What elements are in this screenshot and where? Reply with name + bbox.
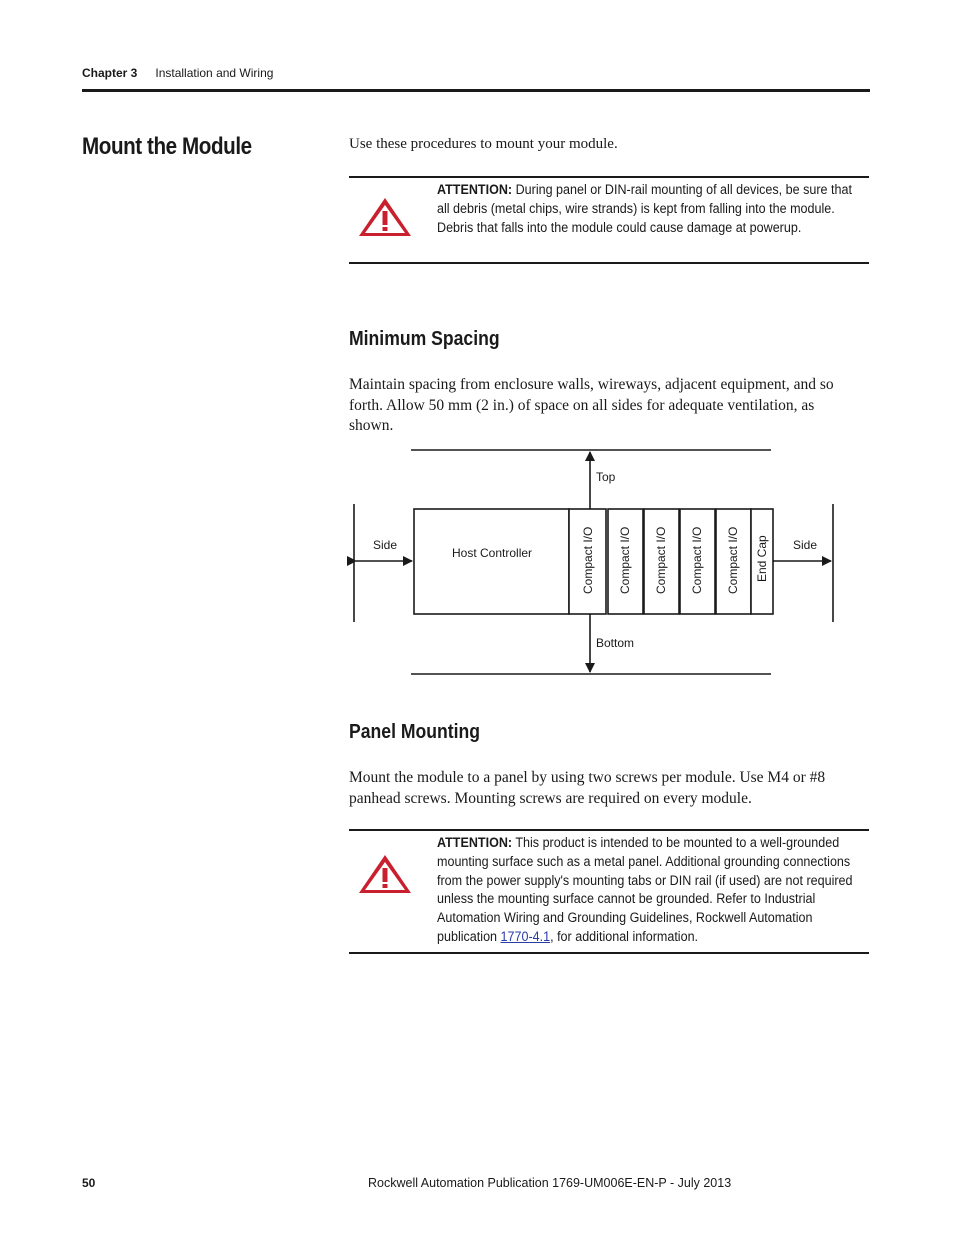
compact-io-label-5: Compact I/O bbox=[726, 526, 740, 594]
attention-text bbox=[437, 181, 865, 237]
chapter-title: Installation and Wiring bbox=[155, 66, 274, 80]
end-cap-label: End Cap bbox=[755, 535, 769, 582]
side-left-label: Side bbox=[373, 538, 398, 552]
compact-io-label-1: Compact I/O bbox=[581, 526, 595, 594]
minimum-spacing-text: Maintain spacing from enclosure walls, wireways, adjacent equipment, and so forth. Allow 50 mm (2 in.) of space on all sides for adequate ventilation, as shown. bbox=[349, 376, 834, 434]
section-title: Mount the Module bbox=[82, 133, 252, 160]
host-controller-label: Host Controller bbox=[452, 546, 533, 560]
chapter-number: Chapter 3 bbox=[82, 66, 138, 80]
panel-mounting-heading: Panel Mounting bbox=[349, 721, 481, 743]
warning-triangle-icon bbox=[357, 853, 413, 895]
attention-body-end: , for additional information. bbox=[550, 928, 699, 944]
compact-io-label-3: Compact I/O bbox=[654, 526, 668, 594]
panel-mounting-text: Mount the module to a panel by using two screws per module. Use M4 or #8 panhead screws. Mounting screws are required on every module. bbox=[349, 769, 826, 807]
side-right-label: Side bbox=[793, 538, 818, 552]
page-number: 50 bbox=[82, 1176, 96, 1190]
attention-box-grounding bbox=[349, 829, 869, 954]
attention-body: This product is intended to be mounted to a well-grounded mounting surface such as a metal panel. Additional grounding connections from the power supply's mounting tabs or DIN rail (if used) are not required unless the mounting surface cannot be grounded. Refer to Industrial Automation Wiring and Grounding Guidelines, Rockwell Automation publication bbox=[437, 835, 853, 944]
section-intro: Use these procedures to mount your module. bbox=[349, 136, 618, 152]
publication-link[interactable]: 1770-4.1 bbox=[500, 928, 551, 944]
warning-triangle-icon bbox=[357, 196, 413, 238]
bottom-label: Bottom bbox=[596, 636, 635, 650]
compact-io-label-2: Compact I/O bbox=[618, 526, 632, 594]
running-header bbox=[82, 66, 273, 80]
host-controller-box bbox=[414, 509, 569, 614]
attention-label: ATTENTION: bbox=[437, 835, 513, 850]
attention-label: ATTENTION: bbox=[437, 182, 513, 197]
minimum-spacing-heading: Minimum Spacing bbox=[349, 328, 500, 350]
spacing-diagram bbox=[340, 440, 840, 680]
attention-text bbox=[437, 834, 865, 947]
top-label: Top bbox=[596, 470, 616, 484]
header-rule bbox=[82, 89, 870, 92]
compact-io-label-4: Compact I/O bbox=[690, 526, 704, 594]
attention-box-debris bbox=[349, 176, 869, 264]
attention-body: During panel or DIN-rail mounting of all devices, be sure that all debris (metal chips, wire strands) is kept from falling into the module. Debris that falls into the module could cause damage at powerup. bbox=[437, 182, 852, 235]
publication-footer: Rockwell Automation Publication 1769-UM006E-EN-P - July 2013 bbox=[368, 1176, 732, 1190]
